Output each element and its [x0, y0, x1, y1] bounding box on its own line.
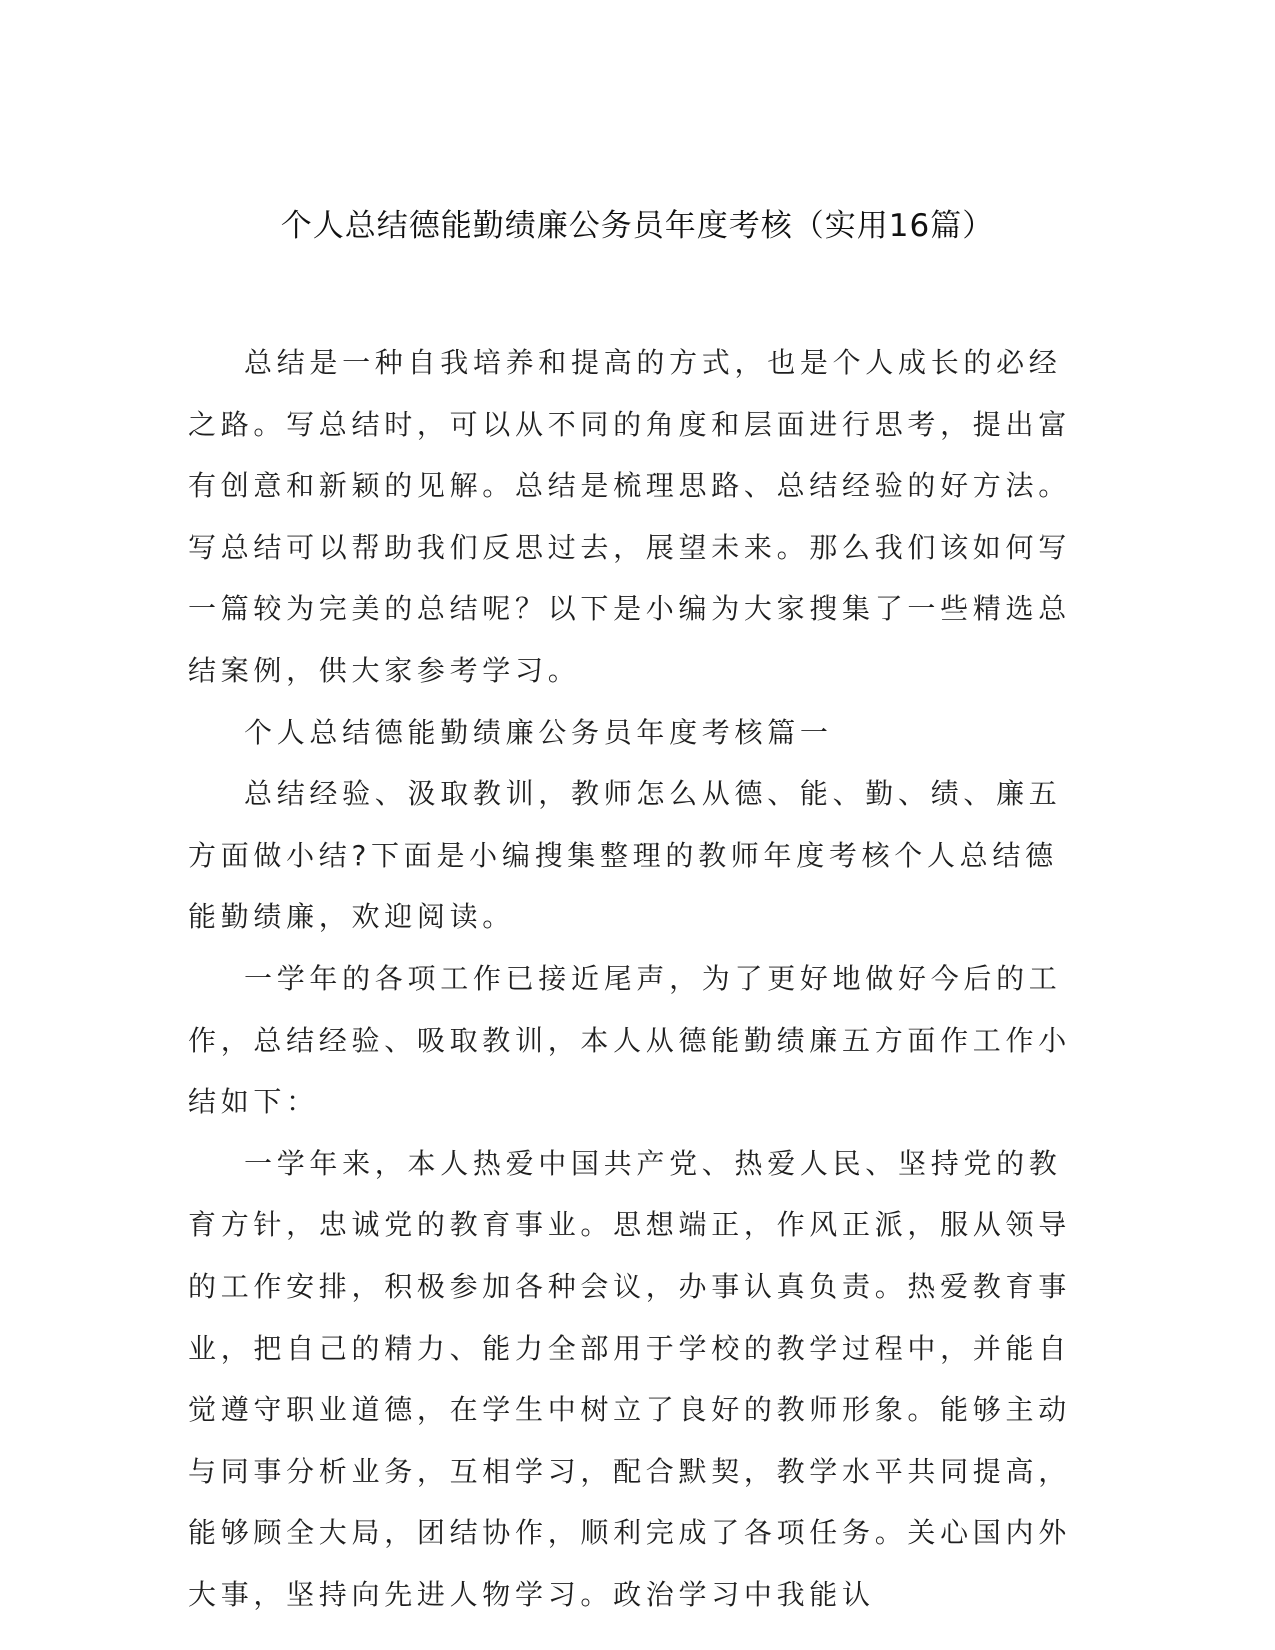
intro-paragraph: 总结是一种自我培养和提高的方式，也是个人成长的必经之路。写总结时，可以从不同的角度和层面进行思考，提出富有创意和新颖的见解。总结是梳理思路、总结经验的好方法。写总结可以帮助我们反思过去，展望未来。那么我们该如何写一篇较为完美的总结呢？以下是小编为大家搜集了一些精选总结案例，供大家参考学习。 — [188, 346, 1071, 687]
body-paragraph: 一学年来，本人热爱中国共产党、热爱人民、坚持党的教育方针，忠诚党的教育事业。思想端正，作风正派，服从领导的工作安排，积极参加各种会议，办事认真负责。热爱教育事业，把自己的精力、能力全部用于学校的教学过程中，并能自觉遵守职业道德，在学生中树立了良好的教师形象。能够主动与同事分析业务，互相学习，配合默契，教学水平共同提高，能够顾全大局，团结协作，顺利完成了各项任务。关心国内外大事，坚持向先进人物学习。政治学习中我能认 — [188, 1146, 1071, 1611]
document-body — [188, 332, 1088, 1625]
body-paragraph: 一学年的各项工作已接近尾声，为了更好地做好今后的工作，总结经验、吸取教训，本人从德能勤绩廉五方面作工作小结如下： — [188, 961, 1071, 1119]
section-heading: 个人总结德能勤绩廉公务员年度考核篇一 — [244, 715, 833, 749]
body-paragraph: 总结经验、汲取教训，教师怎么从德、能、勤、绩、廉五方面做小结?下面是小编搜集整理的教师年度考核个人总结德能勤绩廉，欢迎阅读。 — [188, 777, 1062, 934]
document-title: 个人总结德能勤绩廉公务员年度考核（实用16篇） — [280, 208, 995, 244]
